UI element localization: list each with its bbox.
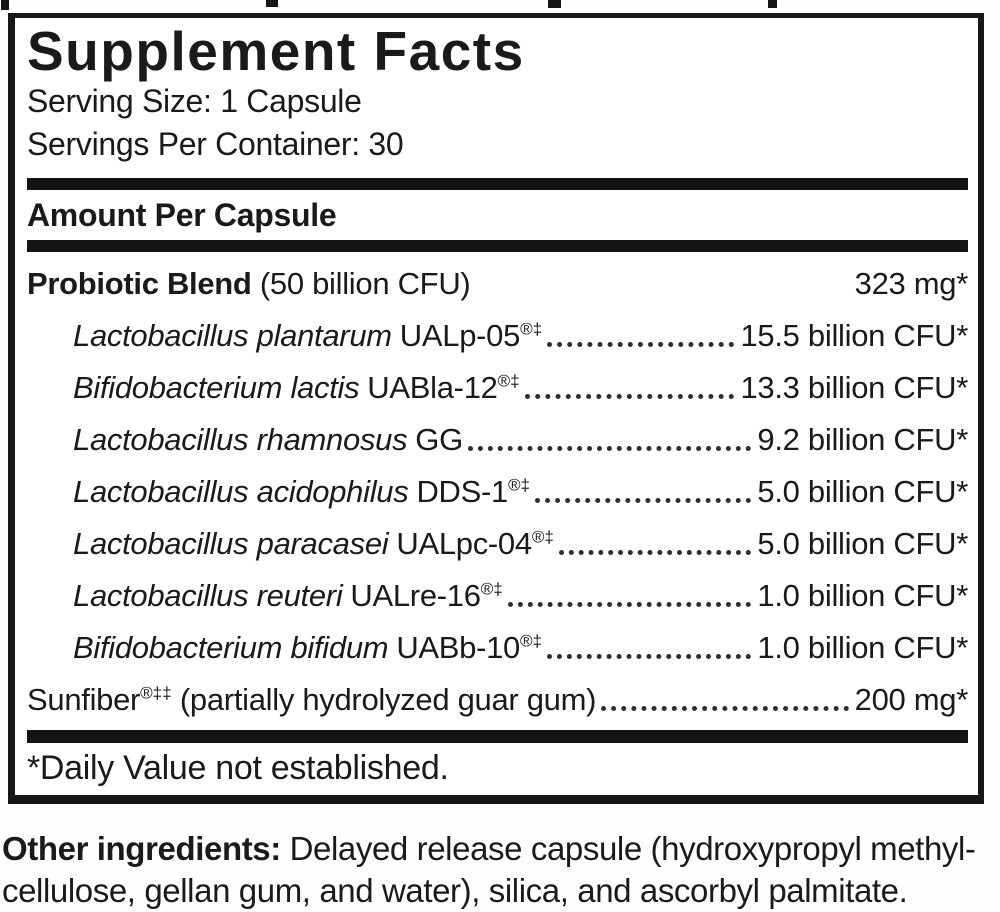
panel-title: Supplement Facts	[27, 20, 525, 82]
strain-code: GG	[415, 422, 463, 457]
sunfiber-name: Sunfiber	[27, 682, 141, 717]
strain-code: UALpc-04	[396, 526, 532, 561]
cropped-text-fragment	[768, 0, 777, 8]
trademark-mark: ®‡‡	[140, 683, 172, 703]
strain-amount: 9.2 billion CFU*	[757, 422, 968, 457]
sunfiber-row	[27, 674, 968, 726]
species-name: Lactobacillus reuteri	[73, 578, 343, 613]
strain-amount: 13.3 billion CFU*	[740, 370, 968, 405]
trademark-mark: ®‡	[480, 579, 503, 599]
trademark-mark: ®‡	[531, 527, 554, 547]
blend-detail: (50 billion CFU)	[251, 266, 471, 301]
serving-size: Serving Size: 1 Capsule	[27, 83, 362, 119]
servings-per-container: Servings Per Container: 30	[27, 126, 404, 162]
other-ingredients-line1: Delayed release capsule (hydroxypropyl methyl-	[280, 830, 976, 867]
strain-row	[27, 570, 968, 622]
blend-name: Probiotic Blend	[27, 266, 252, 301]
dot-leader	[547, 654, 751, 659]
blend-amount: 323 mg*	[854, 266, 968, 301]
cropped-text-fragment	[548, 0, 561, 8]
other-ingredients	[2, 828, 998, 912]
strain-row	[27, 518, 968, 570]
species-name: Lactobacillus plantarum	[73, 318, 392, 353]
dot-leader	[468, 446, 751, 451]
species-name: Lactobacillus acidophilus	[73, 474, 409, 509]
strain-row	[27, 310, 968, 362]
divider-bar-mid	[27, 240, 968, 252]
strain-code: UALre-16	[350, 578, 481, 613]
dot-leader	[525, 394, 735, 399]
divider-bar-top	[27, 178, 968, 190]
sunfiber-amount: 200 mg*	[854, 682, 968, 717]
strain-amount: 1.0 billion CFU*	[757, 578, 968, 613]
probiotic-blend-row	[27, 258, 968, 310]
strain-row	[27, 466, 968, 518]
ingredient-rows	[27, 258, 968, 726]
strain-row	[27, 362, 968, 414]
species-name: Lactobacillus paracasei	[73, 526, 389, 561]
cropped-text-fragment	[266, 0, 278, 7]
strain-amount: 5.0 billion CFU*	[757, 474, 968, 509]
divider-bar-bottom	[27, 730, 968, 743]
strain-code: UALp-05	[399, 318, 521, 353]
species-name: Bifidobacterium bifidum	[73, 630, 389, 665]
species-name: Lactobacillus rhamnosus	[73, 422, 408, 457]
strain-amount: 1.0 billion CFU*	[757, 630, 968, 665]
trademark-mark: ®‡	[507, 475, 530, 495]
daily-value-footnote: *Daily Value not established.	[27, 749, 449, 787]
dot-leader	[508, 602, 752, 607]
strain-amount: 15.5 billion CFU*	[740, 318, 968, 353]
species-name: Bifidobacterium lactis	[73, 370, 360, 405]
cropped-text-fragment	[1, 0, 9, 10]
trademark-mark: ®‡	[497, 371, 520, 391]
strain-code: DDS-1	[416, 474, 508, 509]
trademark-mark: ®‡	[520, 631, 543, 651]
sunfiber-detail: (partially hydrolyzed guar gum)	[171, 682, 597, 717]
other-ingredients-label: Other ingredients:	[2, 830, 281, 867]
dot-leader	[559, 550, 752, 555]
supplement-facts-panel	[8, 13, 984, 804]
dot-leader	[547, 342, 734, 347]
trademark-mark: ®‡	[520, 319, 543, 339]
other-ingredients-line2: cellulose, gellan gum, and water), silica, and ascorbyl palmitate.	[2, 872, 908, 909]
dot-leader	[535, 498, 751, 503]
strain-row	[27, 414, 968, 466]
dot-leader	[601, 706, 848, 711]
strain-code: UABb-10	[396, 630, 520, 665]
amount-per-capsule-header: Amount Per Capsule	[27, 197, 337, 233]
strain-row	[27, 622, 968, 674]
strain-code: UABla-12	[367, 370, 498, 405]
strain-amount: 5.0 billion CFU*	[757, 526, 968, 561]
